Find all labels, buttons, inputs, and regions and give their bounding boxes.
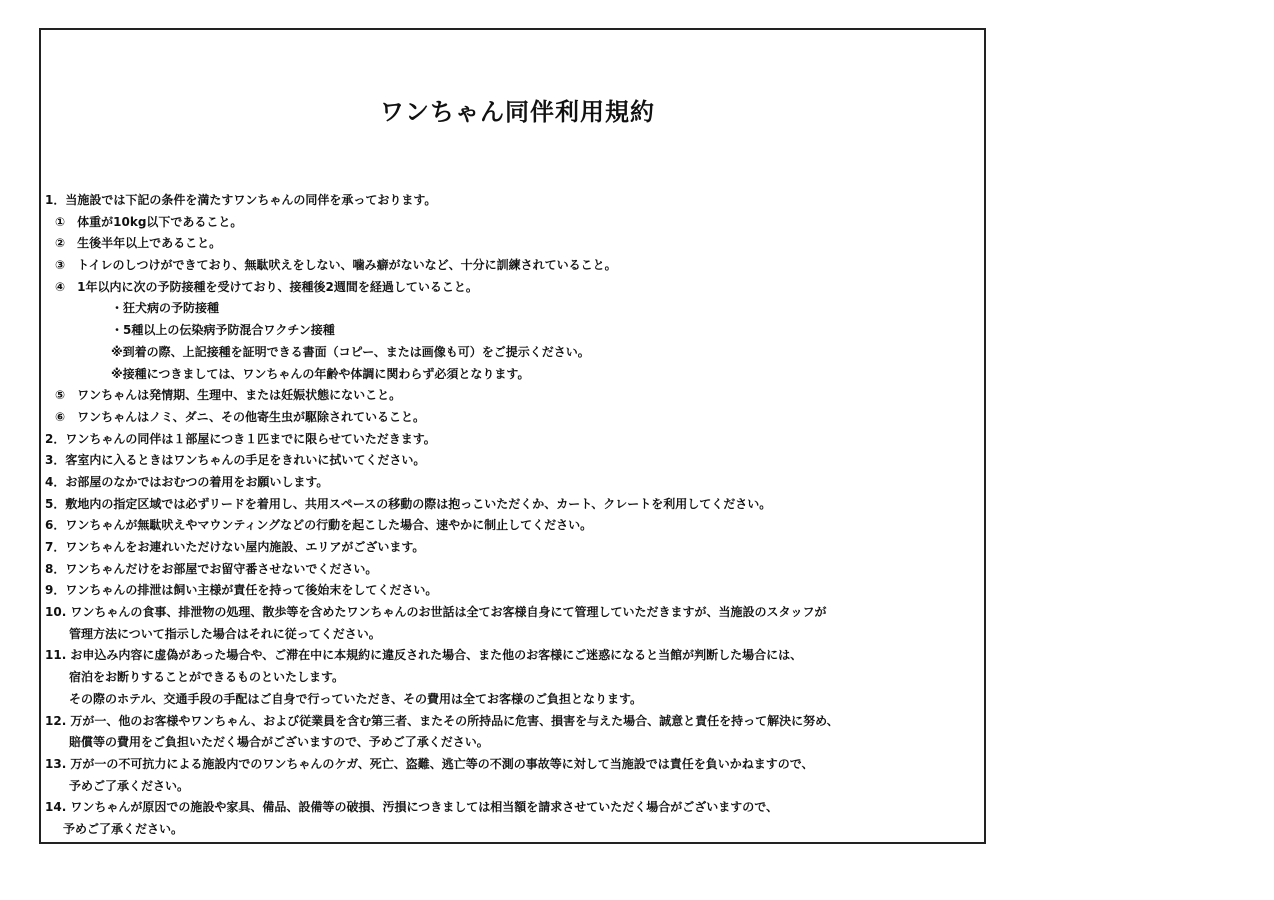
terms-line: 9．ワンちゃんの排泄は飼い主様が責任を持って後始末をしてください。 bbox=[45, 583, 438, 598]
terms-line: 10. ワンちゃんの食事、排泄物の処理、散歩等を含めたワンちゃんのお世話は全てお客様自身にて管理していただきますが、当施設のスタッフが bbox=[45, 605, 827, 620]
terms-line: ⑥ ワンちゃんはノミ、ダニ、その他寄生虫が駆除されていること。 bbox=[55, 409, 426, 424]
terms-line: 4．お部屋のなかではおむつの着用をお願いします。 bbox=[45, 474, 329, 489]
terms-line: ・狂犬病の予防接種 bbox=[111, 301, 220, 316]
terms-line: 管理方法について指示した場合はそれに従ってください。 bbox=[69, 626, 381, 641]
terms-line: ① 体重が10kg以下であること。 bbox=[55, 214, 243, 229]
terms-line: 賠償等の費用をご負担いただく場合がございますので、予めご了承ください。 bbox=[69, 735, 489, 750]
terms-line: その際のホテル、交通手段の手配はご自身で行っていただき、その費用は全てお客様のご負担となります。 bbox=[69, 691, 643, 706]
document-title: ワンちゃん同伴利用規約 bbox=[380, 98, 655, 126]
terms-document bbox=[39, 28, 986, 844]
terms-line: 11. お申込み内容に虚偽があった場合や、ご滞在中に本規約に違反された場合、また他のお客様にご迷惑になると当館が判断した場合には、 bbox=[45, 648, 803, 663]
terms-line: 2．ワンちゃんの同伴は１部屋につき１匹までに限らせていただきます。 bbox=[45, 431, 436, 446]
terms-line: ⑤ ワンちゃんは発情期、生理中、または妊娠状態にないこと。 bbox=[55, 388, 402, 403]
terms-line: 13. 万が一の不可抗力による施設内でのワンちゃんのケガ、死亡、盗難、逃亡等の不測の事故等に対して当施設では責任を負いかねますので、 bbox=[45, 756, 814, 771]
terms-line: 宿泊をお断りすることができるものといたします。 bbox=[69, 670, 345, 685]
terms-line: 7．ワンちゃんをお連れいただけない屋内施設、エリアがございます。 bbox=[45, 540, 425, 554]
terms-line: 6．ワンちゃんが無駄吠えやマウンティングなどの行動を起こした場合、速やかに制止してください。 bbox=[45, 518, 593, 533]
terms-line: ・5種以上の伝染病予防混合ワクチン接種 bbox=[111, 323, 335, 338]
terms-list bbox=[45, 190, 980, 841]
terms-line: 14. ワンちゃんが原因での施設や家具、備品、設備等の破損、汚損につきましては相当額を請求させていただく場合がございますので、 bbox=[45, 800, 778, 815]
terms-line: 予めご了承ください。 bbox=[63, 821, 184, 836]
terms-line: 予めご了承ください。 bbox=[69, 778, 190, 793]
terms-line: 8．ワンちゃんだけをお部屋でお留守番させないでください。 bbox=[45, 561, 378, 576]
terms-line: 1．当施設では下記の条件を満たすワンちゃんの同伴を承っております。 bbox=[45, 193, 437, 207]
terms-line: ③ トイレのしつけができており、無駄吠えをしない、噛み癖がないなど、十分に訓練されていること。 bbox=[55, 258, 617, 273]
terms-line: 3．客室内に入るときはワンちゃんの手足をきれいに拭いてください。 bbox=[45, 453, 426, 468]
terms-line: 12. 万が一、他のお客様やワンちゃん、および従業員を含む第三者、またその所持品に危害、損害を与えた場合、誠意と責任を持って解決に努め、 bbox=[45, 713, 839, 728]
terms-line: ※接種につきましては、ワンちゃんの年齢や体調に関わらず必須となります。 bbox=[111, 366, 530, 381]
terms-line: 5．敷地内の指定区域では必ずリードを着用し、共用スペースの移動の際は抱っこいただくか、カート、クレートを利用してください。 bbox=[45, 496, 772, 511]
terms-line: ④ 1年以内に次の予防接種を受けており、接種後2週間を経過していること。 bbox=[55, 279, 478, 294]
terms-line: ※到着の際、上記接種を証明できる書面（コピー、または画像も可）をご提示ください。 bbox=[111, 344, 590, 359]
terms-line: ② 生後半年以上であること。 bbox=[55, 236, 222, 251]
